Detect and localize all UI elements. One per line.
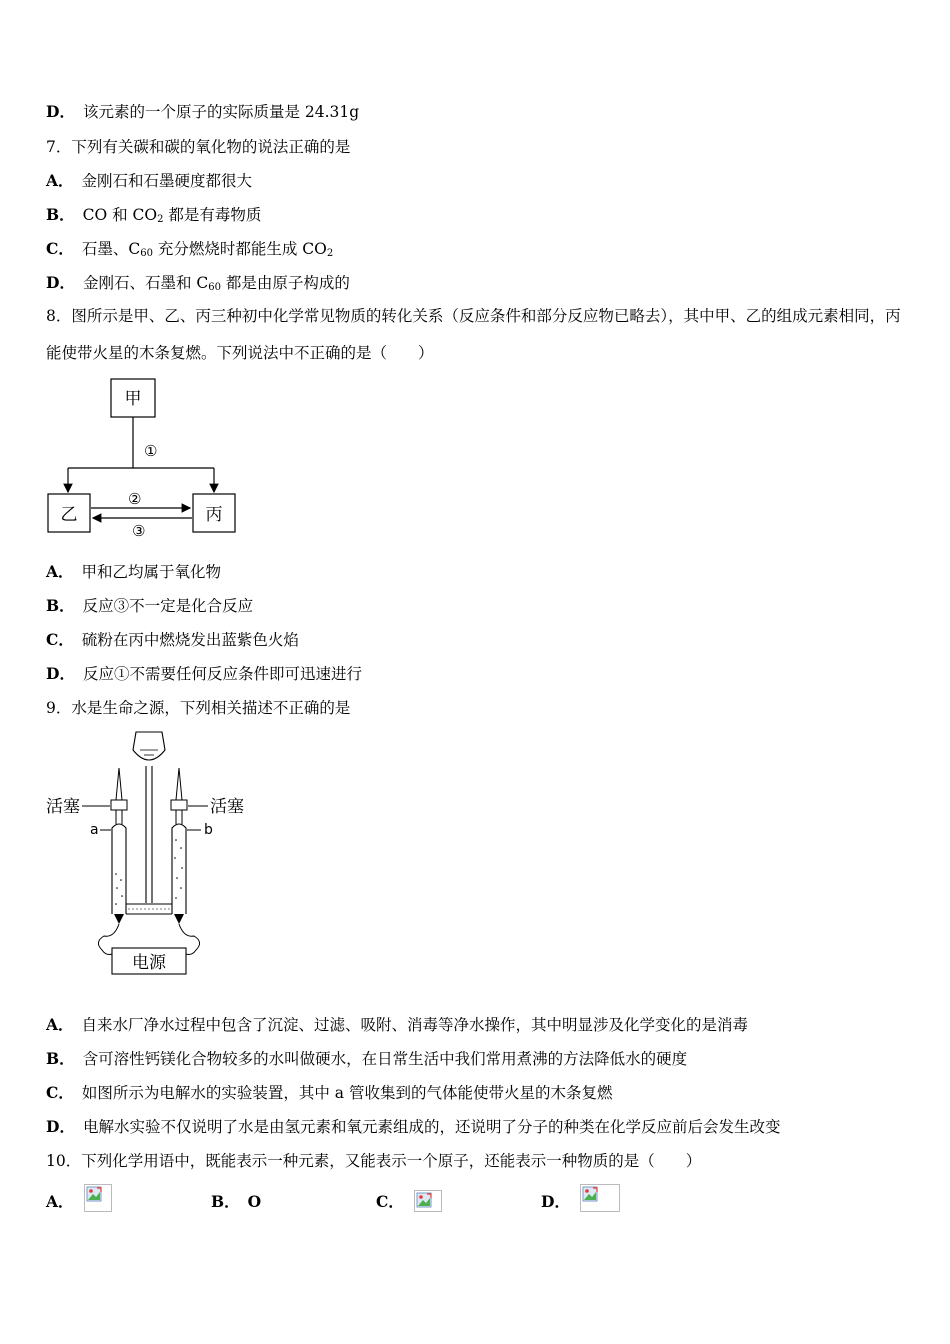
q9-option-a (46, 1015, 748, 1035)
broken-image-graphic (581, 1185, 619, 1211)
option-label: B． (46, 205, 75, 224)
subscript: 60 (140, 248, 153, 259)
q7-option-c (46, 239, 333, 264)
label-jia: 甲 (124, 389, 142, 409)
q10-stem: 10．下列化学用语中，既能表示一种元素，又能表示一个原子，还能表示一种物质的是（ ） (46, 1152, 702, 1170)
q7-option-d (46, 273, 350, 298)
reaction-1-label: ① (144, 442, 158, 460)
q8-option-b (46, 596, 253, 616)
label-yi: 乙 (60, 505, 78, 525)
option-text: 电解水实验不仅说明了水是由氢元素和氧元素组成的，还说明了分子的种类在化学反应前后会发生改变 (82, 1118, 781, 1136)
option-text: CO 和 CO (82, 206, 158, 224)
option-label: C． (46, 239, 74, 258)
option-label: A． (46, 562, 74, 581)
q10-options (46, 1180, 746, 1220)
option-text: 金刚石、石墨和 C (82, 274, 209, 292)
option-text: 含可溶性钙镁化合物较多的水叫做硬水，在日常生活中我们常用煮沸的方法降低水的硬度 (82, 1050, 688, 1068)
valve-left-label: 活塞 (46, 797, 80, 817)
q8-option-a (46, 562, 221, 582)
broken-image-icon (580, 1184, 620, 1212)
q7-stem: 7．下列有关碳和碳的氧化物的说法正确的是 (46, 138, 351, 156)
option-label: D． (46, 102, 75, 121)
q9-option-b (46, 1049, 687, 1069)
option-label: A． (46, 171, 74, 190)
tube-a-label: a (90, 822, 99, 838)
option-text: 充分燃烧时都能生成 CO (152, 240, 327, 258)
option-text: 反应③不一定是化合反应 (82, 597, 254, 615)
q9-stem: 9．水是生命之源，下列相关描述不正确的是 (46, 699, 351, 717)
option-label: D． (46, 664, 75, 683)
right-nozzle (176, 768, 182, 800)
power-label: 电源 (132, 953, 166, 973)
electrode-right (174, 914, 184, 924)
q9-option-d (46, 1117, 780, 1137)
tube-b-label: b (204, 822, 213, 838)
option-label: C． (376, 1192, 404, 1211)
right-tube-b (172, 824, 186, 914)
option-label: B． (46, 1049, 75, 1068)
q9-electrolysis-apparatus (44, 728, 254, 980)
option-text: 都是由原子构成的 (220, 274, 350, 292)
option-text: 都是有毒物质 (163, 206, 262, 224)
option-text: 甲和乙均属于氧化物 (81, 563, 222, 581)
option-label: B． (211, 1192, 240, 1211)
funnel (133, 732, 165, 760)
option-text: O (247, 1192, 262, 1211)
reaction-3-label: ③ (132, 522, 146, 540)
right-valve-body (171, 800, 187, 810)
q8-stem: 8．图所示是甲、乙、丙三种初中化学常见物质的转化关系（反应条件和部分反应物已略去），其中甲、乙的组成元素相同，丙能使带火星的木条复燃。下列说法中不正确的是（ ） (46, 307, 901, 362)
option-label: B． (46, 596, 75, 615)
option-text: 反应①不需要任何反应条件即可迅速进行 (82, 665, 362, 683)
q8-option-c (46, 630, 299, 650)
broken-image-graphic (85, 1185, 111, 1211)
option-label: D． (46, 1117, 75, 1136)
broken-image-icon (84, 1184, 112, 1212)
q10-option-c (376, 1190, 442, 1212)
option-text: 该元素的一个原子的实际质量是 24.31g (82, 103, 360, 121)
left-valve-body (111, 800, 127, 810)
option-text: 金刚石和石墨硬度都很大 (81, 172, 253, 190)
q8-conversion-diagram (44, 374, 244, 540)
subscript: 2 (326, 248, 334, 259)
electrode-left (114, 914, 124, 924)
q8-option-d (46, 664, 362, 684)
broken-image-icon (414, 1190, 442, 1212)
option-text: 石墨、C (81, 240, 141, 258)
valve-right-label: 活塞 (210, 797, 244, 817)
q10-option-d (541, 1184, 620, 1212)
option-label: A． (46, 1192, 74, 1211)
q7-option-b (46, 205, 261, 230)
option-label: D． (46, 273, 75, 292)
q10-option-a (46, 1184, 112, 1212)
broken-image-graphic (415, 1191, 441, 1211)
q7-option-a (46, 171, 252, 191)
subscript: 2 (157, 214, 164, 225)
option-label: D． (541, 1192, 570, 1211)
left-nozzle (116, 768, 122, 800)
option-text: 硫粉在丙中燃烧发出蓝紫色火焰 (81, 631, 299, 649)
option-text: 如图所示为电解水的实验装置，其中 a 管收集到的气体能使带火星的木条复燃 (81, 1084, 613, 1102)
left-water (113, 868, 125, 914)
q9-option-c (46, 1083, 612, 1103)
reaction-2-label: ② (128, 490, 142, 508)
subscript: 60 (208, 282, 221, 293)
option-label: C． (46, 1083, 74, 1102)
q10-option-b (211, 1190, 261, 1212)
option-label: C． (46, 630, 74, 649)
q6-option-d (46, 102, 359, 122)
label-bing: 丙 (205, 505, 223, 525)
water-dots (115, 839, 183, 905)
option-text: 自来水厂净水过程中包含了沉淀、过滤、吸附、消毒等净水操作，其中明显涉及化学变化的是消毒 (81, 1016, 749, 1034)
option-label: A． (46, 1015, 74, 1034)
